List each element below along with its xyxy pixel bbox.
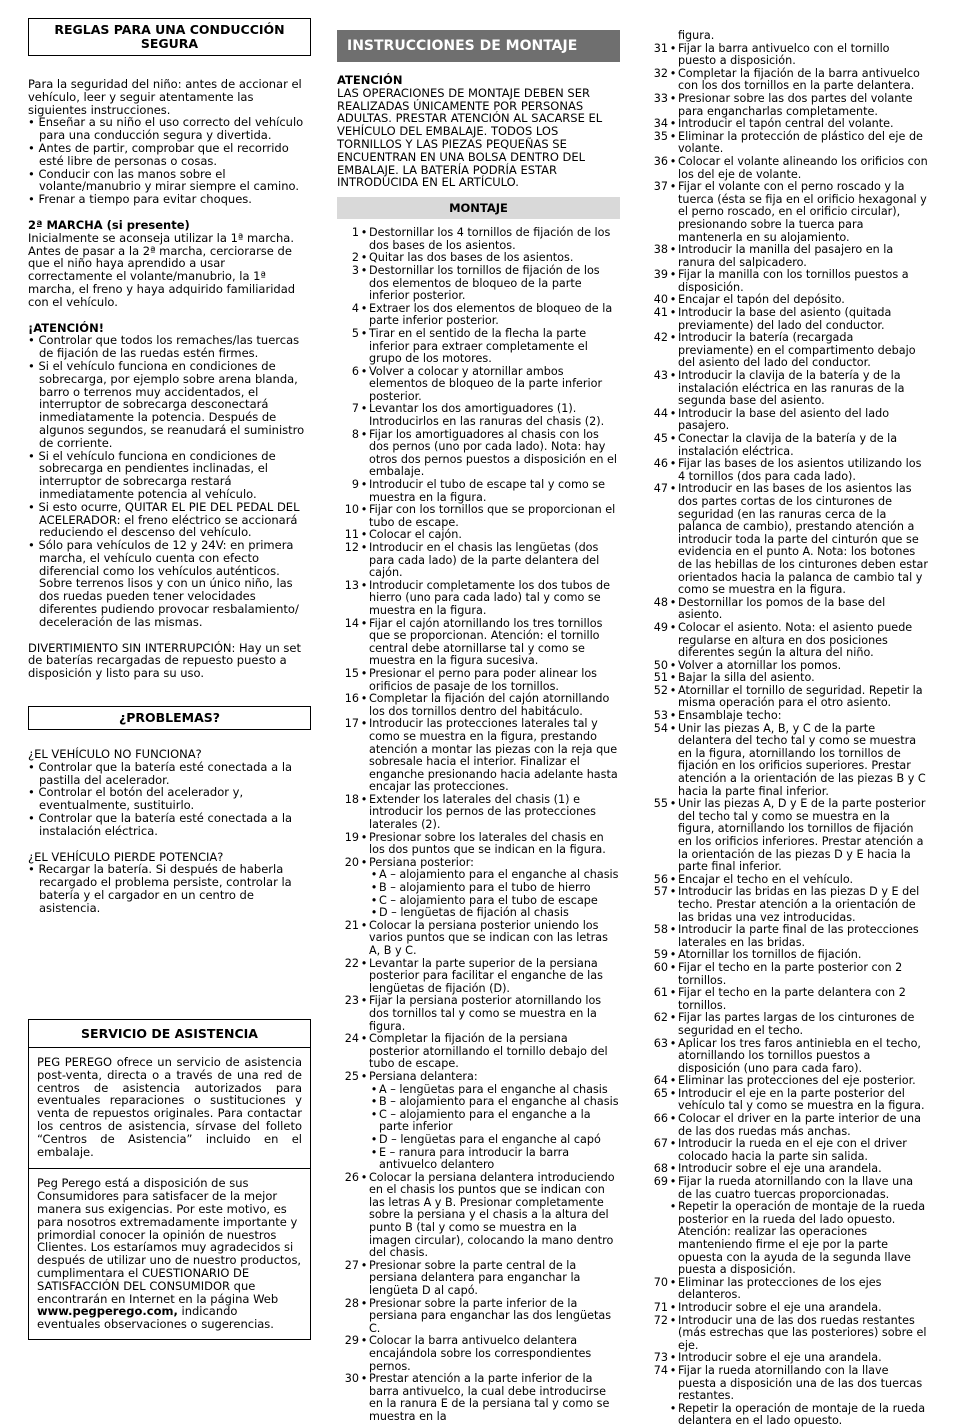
list-item: • Sólo para vehículos de 12 y 24V: en primera marcha, el vehículo cuenta con efecto diferencial como los vehículos auténticos. Sobre terrenos lisos y con un único niño, las dos ruedas pueden tener velocidades diferentes pudiendo provocar resbalamiento/ deceleración de las mismas.: [28, 538, 299, 629]
assembly-step: 20 • Persiana posterior:: [344, 855, 474, 869]
fun-text: DIVERTIMIENTO SIN INTERRUPCIÓN: Hay un set de baterías recargadas de repuesto puesto a disposición y listo para su uso.: [28, 640, 302, 681]
rules-intro: Para la seguridad del niño: antes de accionar el vehículo, leer y seguir atentamente las siguientes instrucciones.: [28, 77, 302, 117]
website-link[interactable]: www.pegperego.com,: [37, 1304, 178, 1319]
assembly-step: 66 • Colocar el driver en la parte interior de una de las dos ruedas más anchas.: [653, 1112, 921, 1138]
assembly-step: • B – alojamiento para el tubo de hierro: [370, 881, 591, 895]
assembly-steps-right: [646, 30, 929, 1428]
assembly-step: 29 • Colocar la barra antivuelco delantera encajándola sobre los correspondientes pernos.: [344, 1334, 592, 1373]
assembly-step: 50 • Volver a atornillar los pomos.: [653, 658, 842, 672]
assembly-step: 54 • Unir las piezas A, B, y C de la parte delantera del techo tal y como se muestra en la figura, atornillando los tornillos de fijación en los orificios superiores. Prestar atención a la orientación de las piezas B y C hacia la parte final inferior.: [653, 721, 926, 798]
assembly-step: 70 • Eliminar las protecciones de los ejes delanteros.: [653, 1275, 882, 1302]
assembly-step: 53 • Ensamblaje techo:: [653, 709, 782, 723]
assembly-step: 28 • Presionar sobre la parte inferior de la persiana para enganchar las dos lengüetas C.: [344, 1296, 612, 1335]
assembly-step: 26 • Colocar la persiana delantera introduciendo en el chasis los puntos que se indican con las letras A y B. Presionar completamente sobre la persiana y el chasis a la altura del punto B (tal y como se muestra en la imagen circular), colocando la mano dentro del chasis.: [344, 1170, 615, 1260]
problem1-list: [28, 761, 311, 838]
rules-title: REGLAS PARA UNA CONDUCCIÓN SEGURA: [28, 18, 311, 56]
assembly-step: 18 • Extender los laterales del chasis (1) e introducir los pernos de las protecciones laterales (2).: [344, 792, 596, 832]
consumer-text: Peg Perego está a disposición de sus Consumidores para satisfacer de la mejor manera sus exigencias. Por este motivo, es para nosotros extremadamente importante y primordial conocer la opinión de nuestros Clientes. Los estaríamos muy agradecidos si después de utilizar uno de nuestro productos, cumplimentara el CUESTIONARIO DE SATISFACCIÓN DEL CONSUMIDOR que encontrarán en Internet en la página Web www.pegperego.com, indicando eventuales observaciones o sugerencias.: [37, 1176, 302, 1332]
assembly-step: 73 • Introducir sobre el eje una arandela.: [653, 1351, 882, 1365]
list-item: • Controlar que todos los remaches/las tuercas de fijación de las ruedas estén firmes.: [28, 333, 300, 361]
assembly-step: 62 • Fijar las partes largas de los cinturones de seguridad en el techo.: [653, 1011, 915, 1037]
right-column: [646, 30, 929, 1428]
assembly-step: 21 • Colocar la persiana posterior uniendo los varios puntos que se indican con las letras A, B y C.: [344, 918, 608, 958]
assembly-step: 44 • Introducir la base del asiento del lado pasajero.: [653, 406, 890, 433]
rules-list: [28, 116, 311, 206]
list-item: • Antes de partir, comprobar que el recorrido esté libre de personas o cosas.: [28, 140, 289, 168]
assembly-attention-text: LAS OPERACIONES DE MONTAJE DEBEN SER REALIZADAS ÚNICAMENTE POR PERSONAS ADULTAS. PRESTAR ATENCIÓN AL SACARSE EL VEHÍCULO DEL EMBALAJE. TODOS LOS TORNILLOS Y LAS PIEZAS PEQUEÑAS SE ENCUENTRAN EN UNA BOLSA DENTRO DEL EMBALAJE. LA BATERÍA PODRÍA ESTAR INTRODUCIDA EN EL ARTÍCULO.: [337, 85, 603, 190]
assembly-step: 59 • Atornillar los tornillos de fijación.: [653, 948, 862, 962]
assembly-step: 42 • Introducir la batería (recargada previamente) en el compartimento debajo del asiento del lado del conductor.: [653, 331, 916, 370]
assembly-step: 57 • Introducir las bridas en las piezas D y E del techo. Prestar atención a la orientación de las bridas una vez introducidas.: [653, 885, 920, 924]
assembly-step: 3 • Destornillar los tornillos de fijación de los dos elementos de bloqueo de la parte inferior posterior.: [351, 263, 600, 303]
assembly-step: 16 • Completar la fijación del cajón atornillando los dos tornillos dentro del habitáculo.: [344, 692, 610, 718]
assembly-step: 60 • Fijar el techo en la parte posterior con 2 tornillos.: [653, 960, 903, 987]
assembly-step: • D – lengüetas de fijación al chasis: [370, 906, 569, 920]
assembly-steps-mid: [337, 227, 620, 1423]
problem2-question: ¿EL VEHÍCULO PIERDE POTENCIA?: [28, 849, 224, 864]
assembly-step: • D – lengüetas para el enganche al capó: [370, 1132, 601, 1146]
assembly-step: 71 • Introducir sobre el eje una arandela.: [653, 1300, 882, 1314]
assembly-step: 72 • Introducir una de las dos ruedas restantes (más estrechas que las posteriores) sobre el eje.: [653, 1313, 927, 1352]
list-item: • Controlar que la batería esté conectada a la pastilla del acelerador.: [28, 759, 293, 787]
left-column: [28, 18, 311, 915]
assembly-step: • B – alojamiento para el enganche al chasis: [370, 1095, 619, 1109]
assembly-step: 40 • Encajar el tapón del depósito.: [653, 293, 845, 307]
assembly-step: 37 • Fijar el volante con el perno roscado y la tuerca (ésta se fija en el orificio hexagonal y el perno roscado, en el orificio circular), presionando sobre la tuerca para mantenerla en su alojamiento.: [653, 180, 927, 244]
assembly-step: • A – alojamiento para el enganche al chasis: [370, 868, 619, 882]
assembly-step: 36 • Colocar el volante alineando los orificios con los del eje de volante.: [653, 154, 928, 181]
problems-title: ¿PROBLEMAS?: [28, 706, 311, 730]
assembly-step: 58 • Introducir la parte final de las protecciones laterales en las bridas.: [653, 923, 919, 949]
assembly-step: 35 • Eliminar la protección de plástico del eje de volante.: [653, 129, 923, 156]
assembly-step: 6 • Volver a colocar y atornillar ambos elementos de bloqueo de la parte inferior posterior.: [351, 364, 603, 403]
assembly-step: 2 • Quitar las dos bases de los asientos.: [351, 251, 574, 265]
assembly-step: 55 • Unir las piezas A, D y E de la parte posterior del techo tal y como se muestra en la figura, atornillando los tornillos de fijación en los orificios inferiores. Prestar atención a la orientación de las piezas D y E hacia la parte final inferior.: [653, 797, 926, 874]
assembly-step: 63 • Aplicar los tres faros antiniebla en el techo, atornillando los tornillos puestos a disposición (uno para cada faro).: [653, 1036, 921, 1075]
assembly-step: 74 • Fijar la rueda atornillando con la llave puesta a disposición una de las dos tuercas restantes.: [653, 1363, 923, 1403]
assembly-step: 22 • Levantar la parte superior de la persiana posterior para facilitar el enganche de las lengüetas de fijación (D).: [344, 956, 603, 995]
assembly-step: 13 • Introducir completamente los dos tubos de hierro (uno para cada lado) tal y como se muestra en la figura.: [344, 578, 610, 617]
list-item: • Recargar la batería. Si después de haberla recargado el problema persiste, controlar la batería y el cargador en un centro de asistencia.: [28, 862, 292, 915]
list-item: • Si el vehículo funciona en condiciones de sobrecarga, por ejemplo sobre arena blanda, barro o terrenos muy accidentados, el interruptor de sobrecarga desconectará inmediatamente la potencia. Después de algunos segundos, se reanudará el suministro de corriente.: [28, 358, 305, 450]
assembly-step: 7 • Levantar los dos amortiguadores (1). Introducirlos en las ranuras del chasis (2).: [351, 402, 605, 429]
assembly-step: • A – lengüetas para el enganche al chasis: [370, 1082, 608, 1096]
assembly-step: 43 • Introducir la clavija de la batería y de la instalación eléctrica en las ranuras de la segunda base del asiento.: [653, 369, 905, 408]
assembly-step: 17 • Introducir las protecciones laterales tal y como se muestra en la figura, prestando atención a montar las piezas con la reja que sobresale hacia el interior. Finalizar el enganche presionando hacia adelante hasta encajar las protecciones.: [344, 717, 618, 794]
assembly-step: 38 • Introducir la manilla del pasajero en la ranura del salpicadero.: [653, 243, 894, 269]
assembly-step: 25 • Persiana delantera:: [344, 1069, 478, 1083]
assembly-step: 52 • Atornillar el tornillo de seguridad. Repetir la misma operación para el otro asiento.: [653, 683, 923, 710]
assembly-step: 27 • Presionar sobre la parte central de la persiana delantera para enganchar la lengüeta D al capó.: [344, 1258, 581, 1298]
assembly-step: 14 • Fijar el cajón atornillando los tres tornillos que se proporcionan. Atención: el tornillo central debe atornillarse tal y como se muestra en la figura sucesiva.: [344, 616, 603, 668]
assembly-step: 41 • Introducir la base del asiento (quitada previamente) del lado del conductor.: [653, 306, 892, 332]
service-box: [28, 1019, 311, 1340]
service-title: SERVICIO DE ASISTENCIA: [29, 1020, 310, 1048]
assembly-step: 64 • Eliminar las protecciones del eje posterior.: [653, 1074, 916, 1088]
second-gear-title: 2ª MARCHA (si presente): [28, 217, 190, 232]
list-item: • Conducir con las manos sobre el volante/manubrio y mirar siempre el camino.: [28, 166, 300, 194]
assembly-step: 34 • Introducir el tapón central del volante.: [653, 117, 894, 131]
assembly-attention-title: ATENCIÓN: [337, 73, 403, 87]
assembly-step: 39 • Fijar la manilla con los tornillos puestos a disposición.: [653, 268, 909, 294]
assembly-step: 49 • Colocar el asiento. Nota: el asiento puede regularse en altura en dos posiciones diferentes según la altura del niño.: [653, 620, 913, 660]
list-item: • Enseñar a su niño el uso correcto del vehículo para una conducción segura y divertida.: [28, 115, 304, 143]
assembly-step: 65 • Introducir el eje en la parte posterior del vehículo tal y como se muestra en la figura.: [653, 1086, 925, 1113]
assembly-step: • E – ranura para introducir la barra antivuelco delantero: [370, 1145, 570, 1172]
assembly-step: • C – alojamiento para el enganche a la parte inferior: [370, 1107, 591, 1134]
assembly-step: 12 • Introducir en el chasis las lengüetas (dos para cada lado) de la parte delantera del cajón.: [344, 541, 600, 580]
assembly-step: 24 • Completar la fijación de la persiana posterior atornillando el tornillo debajo del tubo de escape.: [344, 1032, 608, 1071]
list-item: • Controlar que la batería esté conectada a la instalación eléctrica.: [28, 811, 293, 838]
assembly-step: 56 • Encajar el techo en el vehículo.: [653, 872, 854, 886]
assembly-step: 31 • Fijar la barra antivuelco con el tornillo puesto a disposición.: [653, 41, 890, 68]
assembly-step: • Repetir la operación de montaje de la rueda delantera en el lado opuesto.: [669, 1401, 926, 1428]
assembly-step: 10 • Fijar con los tornillos que se proporcionan el tubo de escape.: [344, 503, 616, 529]
assembly-step: 19 • Presionar sobre los laterales del chasis en los dos puntos que se indican en la figura.: [344, 830, 606, 857]
assembly-step: 51 • Bajar la silla del asiento.: [653, 671, 815, 685]
assembly-step: 15 • Presionar el perno para poder alinear los orificios de pasaje de los tornillos.: [344, 666, 597, 693]
service-text: PEG PEREGO ofrece un servicio de asistencia post-venta, directa o a través de una red de centros de asistencia autorizados para eventuales reparaciones o sustituciones y venta de repuestos originales. Para contactar los centros de asistencia, sírvase del folleto “Centros de Asistencia” incluido en el embalaje.: [37, 1055, 302, 1159]
list-item: • Si el vehículo funciona en condiciones de sobrecarga en pendientes inclinadas, el interruptor de sobrecarga restará inmediatamente potencia al vehículo.: [28, 448, 276, 501]
list-item: • Frenar a tiempo para evitar choques.: [28, 192, 252, 207]
second-gear-text: Inicialmente se aconseja utilizar la 1ª marcha. Antes de pasar a la 2ª marcha, cerciorarse de que el niño haya aprendido a usar correctamente el volante/manubrio, la 1ª marcha, el freno y haya adquirido familiaridad con el vehículo.: [28, 230, 296, 309]
assembly-step: 45 • Conectar la clavija de la batería y de la instalación eléctrica.: [653, 432, 898, 458]
assembly-step: 48 • Destornillar los pomos de la base del asiento.: [653, 595, 886, 622]
assembly-step: • Repetir la operación de montaje de la rueda posterior en la rueda del lado opuesto. Atención: realizar las operaciones manteniendo firme el eje por la parte opuesta con la ayuda de la segunda llave puesta a disposición.: [669, 1200, 926, 1277]
assembly-step: 69 • Fijar la rueda atornillando con la llave una de las cuatro tuercas proporcionadas.: [653, 1175, 914, 1201]
montaje-label: MONTAJE: [337, 197, 620, 219]
assembly-step: 9 • Introducir el tubo de escape tal y como se muestra en la figura.: [351, 478, 605, 504]
assembly-step: 46 • Fijar las bases de los asientos utilizando los 4 tornillos (dos para cada lado).: [653, 457, 922, 483]
assembly-step: 30 • Prestar atención a la parte inferior de la barra antivuelco, la cual debe introducirse en la ranura E de la persiana tal y como se muestra en la: [344, 1372, 610, 1423]
assembly-step: 47 • Introducir en las bases de los asientos las dos partes cortas de los cinturones de seguridad (en las ranuras cerca de la palanca de cambio), prestando atención a introducir toda la parte del cinturón que se evidencia en el punto A. Nota: los botones de las hebillas de los cinturones deben estar orientados hacia la palanca de cambio tal y como se muestra en la figura.: [653, 482, 928, 597]
assembly-step: 61 • Fijar el techo en la parte delantera con 2 tornillos.: [653, 986, 906, 1012]
assembly-step: 32 • Completar la fijación de la barra antivuelco con los dos tornillos en la parte delantera.: [653, 66, 920, 93]
attention-list: [28, 334, 311, 628]
assembly-step: 11 • Colocar el cajón.: [344, 528, 462, 542]
assembly-step: 8 • Fijar los amortiguadores al chasis con los dos pernos (uno por cada lado). Nota: hay otros dos pernos puestos a disposición en el embalaje.: [351, 427, 617, 479]
assembly-step: 67 • Introducir la rueda en el eje con el driver colocado hacia la parte sin salida.: [653, 1137, 907, 1163]
assembly-step: 5 • Tirar en el sentido de la flecha la parte inferior para extraer completamente el grupo de los motores.: [351, 326, 588, 366]
assembly-step: figura.: [678, 29, 715, 42]
assembly-step: • C – alojamiento para el tubo de escape: [370, 893, 598, 907]
attention-title: ¡ATENCIÓN!: [28, 320, 104, 335]
assembly-step: 33 • Presionar sobre las dos partes del volante para engancharlas completamente.: [653, 91, 913, 118]
assembly-step: 68 • Introducir sobre el eje una arandela.: [653, 1162, 882, 1176]
assembly-header: INSTRUCCIONES DE MONTAJE: [337, 30, 620, 62]
assembly-step: 4 • Extraer los dos elementos de bloqueo de la parte inferior posterior.: [351, 301, 613, 328]
assembly-step: 1 • Destornillar los 4 tornillos de fijación de los dos bases de los asientos.: [351, 226, 611, 252]
problem1-question: ¿EL VEHÍCULO NO FUNCIONA?: [28, 747, 202, 762]
list-item: • Si esto ocurre, QUITAR EL PIE DEL PEDAL DEL ACELERADOR: el freno eléctrico se accionará reduciendo el descenso del vehículo.: [28, 499, 300, 540]
middle-column: [337, 30, 620, 1424]
problem2-list: [28, 863, 311, 914]
list-item: • Controlar el botón del acelerador y, eventualmente, sustituirlo.: [28, 785, 244, 813]
assembly-step: 23 • Fijar la persiana posterior atornillando los dos tornillos tal y como se muestra en la figura.: [344, 994, 602, 1033]
